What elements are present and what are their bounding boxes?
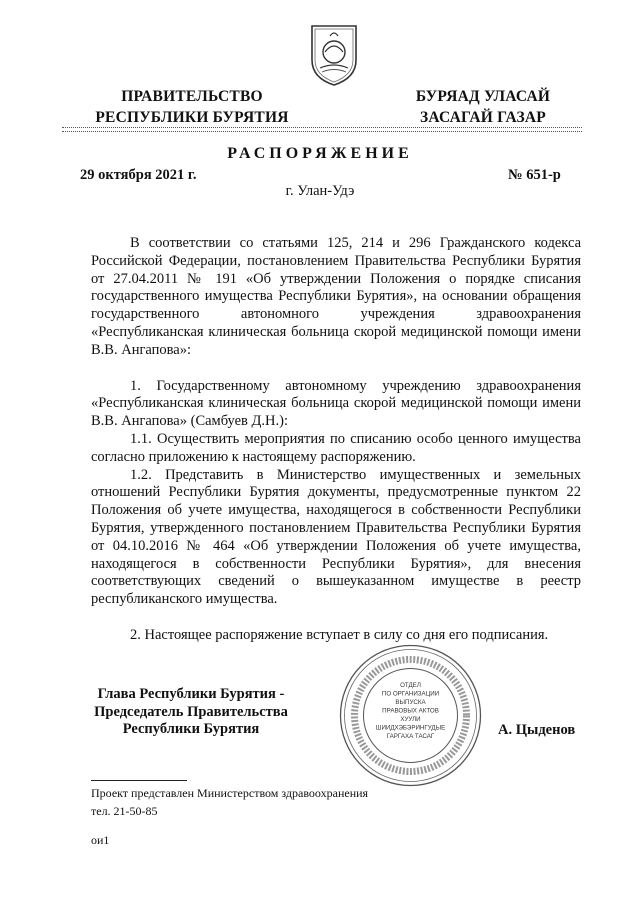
seal-line6: ШИИДХЭБЭРИНГУДЫЕ: [375, 724, 446, 732]
government-name-buryat: [408, 86, 558, 128]
header-divider: [62, 127, 582, 128]
document-number: № 651-р: [508, 167, 561, 183]
intro-paragraph: В соответствии со статьями 125, 214 и 296 Гражданского кодекса Российской Федерации, постановлением Правительства Республики Бурятия от 27.04.2011 № 191 «Об утверждении Положения о порядке списания государственного имущества Республики Бурятия», на основании обращения государственного автономного учреждения здравоохранения «Республиканская клиническая больница скорой медицинской помощи имени В.В. Ангапова»:: [91, 235, 581, 358]
item-1-paragraph: 1. Государственному автономному учреждению здравоохранения «Республиканская клиническая больница скорой медицинской помощи имени В.В. Ангапова» (Самбуев Д.Н.):: [91, 377, 581, 430]
document-date: 29 октября 2021 г.: [80, 167, 197, 183]
government-name-line2: РЕСПУБЛИКИ БУРЯТИЯ: [95, 109, 289, 126]
seal-line7: ГАРГАХА ТАСАГ: [386, 733, 435, 740]
footer-note: [91, 784, 368, 820]
signatory-name: А. Цыденов: [498, 722, 576, 738]
signatory-position-line2: Председатель Правительства: [94, 703, 288, 720]
seal-line3: ВЫПУСКА: [395, 699, 426, 706]
footer-divider: [91, 780, 187, 781]
seal-line1: ОТДЕЛ: [400, 682, 421, 689]
government-name-line1: ПРАВИТЕЛЬСТВО: [121, 88, 263, 105]
header-divider-second: [62, 131, 582, 132]
document-body: [91, 235, 581, 645]
seal-line5: ХУУЛИ: [400, 716, 421, 723]
seal-line4: ПРАВОВЫХ АКТОВ: [382, 707, 439, 715]
footer-phone: тел. 21-50-85: [91, 804, 158, 818]
footer-prepared-by: Проект представлен Министерством здравоохранения: [91, 786, 369, 800]
document-code: ои1: [91, 833, 110, 847]
document-city: г. Улан-Удэ: [285, 183, 355, 199]
government-name-russian: [92, 86, 292, 128]
signatory-position: [86, 686, 296, 739]
official-seal-stamp: [338, 643, 483, 788]
signatory-position-line3: Республики Бурятия: [122, 721, 260, 737]
government-name-buryat-line1: БУРЯАД УЛАСАЙ: [415, 88, 551, 105]
item-1-2-paragraph: 1.2. Представить в Министерство имущественных и земельных отношений Республики Бурятия документы, предусмотренные пунктом 22 Положения об учете имущества, находящегося в собственности Республики Бурятия, утвержденного постановлением Правительства Республики Бурятия от 04.10.2016 № 464 «Об утверждении Положения об учете имущества, находящегося в собственности Республики Бурятия», для внесения соответствующих сведений о вышеуказанном имуществе в реестр республиканского имущества.: [91, 466, 581, 608]
signatory-position-line1: Глава Республики Бурятия -: [97, 686, 285, 702]
item-2-paragraph: 2. Настоящее распоряжение вступает в силу со дня его подписания.: [130, 626, 549, 643]
document-title: РАСПОРЯЖЕНИЕ: [227, 145, 413, 162]
seal-line2: ПО ОРГАНИЗАЦИИ: [381, 690, 440, 698]
item-1-1-paragraph: 1.1. Осуществить мероприятия по списанию особо ценного имущества согласно приложению к настоящему распоряжению.: [91, 430, 581, 465]
coat-of-arms-icon: [306, 22, 362, 88]
government-name-buryat-line2: ЗАСАГАЙ ГАЗАР: [420, 109, 546, 126]
